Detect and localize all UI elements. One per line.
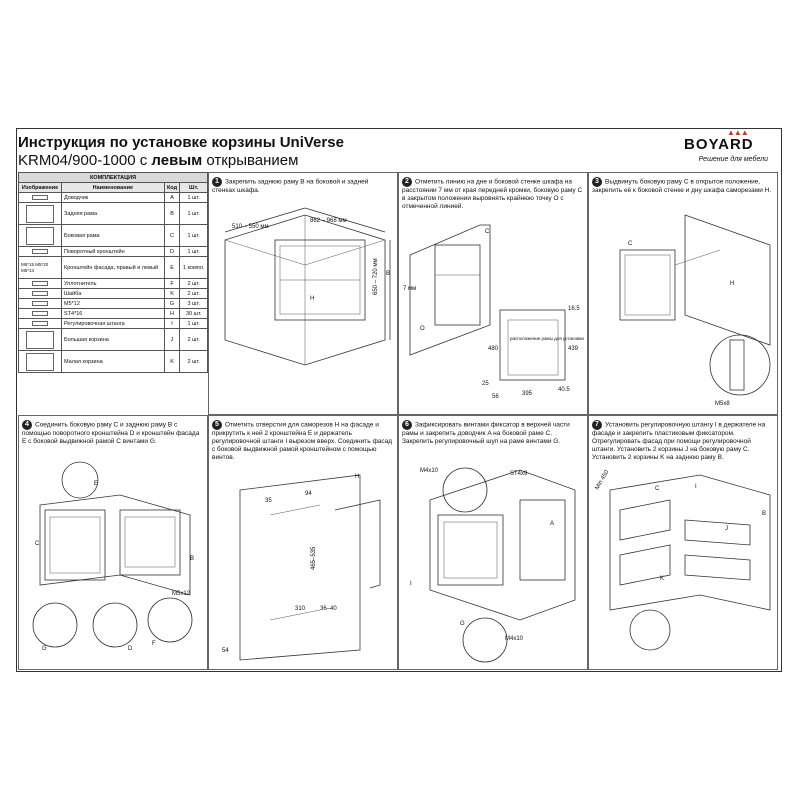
dim-25: 25 [482, 381, 489, 387]
kit-row [19, 309, 208, 319]
kit-row [19, 193, 208, 203]
kit-item-code: K [164, 351, 180, 373]
kit-item-name: ST4*16 [62, 309, 165, 319]
step-7: 7 Установить регулировочную штангу I в держателе на фасаде и закрепить пластиковым фиксатором. Отрегулировать фасад при помощи регулировочной штанги. Установить 2 корзины J на боковую раму C. Установить 2 корзины K на заднюю раму B. [592, 421, 766, 461]
kit-item-code: B [164, 203, 180, 225]
label-j: J [725, 526, 728, 532]
kit-screw-labels: M5*15 M5*20 M5*13 [21, 261, 49, 273]
label-d: D [128, 646, 133, 652]
label-h: H [730, 281, 735, 287]
kit-part-icon [32, 291, 48, 296]
kit-item-name: M5*12 [62, 299, 165, 309]
dim-16-5: 16.5 [568, 306, 580, 312]
kit-part-icon [32, 311, 48, 316]
kit-item-image [19, 319, 62, 329]
kit-item-code: G [164, 299, 180, 309]
baskets-drawing-step-7 [590, 470, 776, 667]
dim-94: 94 [305, 491, 312, 497]
col-code: Код [164, 183, 180, 193]
step-5: 5 Отметить отверстия для саморезов H на фасаде и прикрутить к ней 2 кронштейна E и держатель регулировочной штанги I вырезом вверх. Соединить фасад с боковой выдвижной рамой кронштейном с помощью винтов. [212, 421, 393, 461]
dim-35: 35 [265, 498, 272, 504]
kit-item-code: I [164, 319, 180, 329]
label-g: G [460, 621, 465, 627]
dim-395: 395 [522, 391, 533, 397]
kit-item-name: Малая корзина [62, 351, 165, 373]
kit-item-code: C [164, 225, 180, 247]
dim-439: 439 [568, 346, 579, 352]
dim-56: 56 [492, 394, 499, 400]
step-2: 2 Отметить линию на дне и боковой стенке шкафа на расстоянии 7 мм от края передней кромки, боковую раму C в закрытом положении выровнять крайнюю точку O с отмеченной линией. [402, 178, 583, 210]
kit-item-code: F [164, 279, 180, 289]
dim-480: 480 [488, 346, 499, 352]
frame-note: расположение рамы для установки [510, 336, 584, 341]
kit-item-qty: 1 шт. [180, 247, 208, 257]
kit-part-icon [32, 301, 48, 306]
assembly-drawing-step-4 [20, 455, 206, 667]
kit-item-name: Доводчик [62, 193, 165, 203]
dim-width: 862 – 968 мм [310, 218, 347, 224]
label-b: B [190, 556, 195, 562]
kit-row [19, 279, 208, 289]
cabinet-drawing-step-1 [210, 200, 396, 410]
kit-item-qty: 2 шт. [180, 351, 208, 373]
label-a: A [550, 521, 555, 527]
kit-item-name: Задняя рама [62, 203, 165, 225]
kit-item-image [19, 257, 62, 279]
kit-part-icon [26, 353, 54, 371]
kit-item-name: Регулировочная штанга [62, 319, 165, 329]
dim-54: 54 [222, 648, 229, 654]
col-qty: Шт. [180, 183, 208, 193]
kit-item-qty: 2 шт. [180, 329, 208, 351]
label-m4x10-bottom: M4x10 [505, 636, 524, 642]
step-6: 6 Зафиксировать винтами фиксатор в верхней части рамы и закрепить доводчик A на боковой раме C. Закрепить регулировочный шуп на раме винтами G. [402, 421, 570, 445]
label-e: E [94, 481, 99, 487]
kit-item-code: D [164, 247, 180, 257]
kit-item-name: Поворотный кронштейн [62, 247, 165, 257]
kit-part-icon [32, 321, 48, 326]
dim-min-450: Min 450 [594, 469, 611, 491]
kit-item-name: Большая корзина [62, 329, 165, 351]
step-1: 1 Закрепить заднюю раму B на боковой и задней стенках шкафа. [212, 178, 369, 194]
label-g: G [42, 646, 47, 652]
frame-drawing-step-3 [590, 205, 776, 410]
label-i: I [410, 581, 412, 587]
kit-row [19, 257, 208, 279]
page-title: Инструкция по установке корзины UniVerse [18, 134, 344, 151]
step-4: 4 Соединить боковую раму C и заднюю раму B с помощью поворотного кронштейна D и кронштейн фасада E с боковой выдвижной рамой C винтами G. [22, 421, 200, 445]
dim-depth: 510 – 550 мм [232, 224, 269, 230]
kit-part-icon [26, 331, 54, 349]
kit-item-qty: 2 шт. [180, 279, 208, 289]
kit-item-image [19, 225, 62, 247]
kit-item-image [19, 247, 62, 257]
kit-item-image [19, 309, 62, 319]
dim-height: 650 – 720 мм [373, 258, 379, 295]
kit-part-icon [32, 249, 48, 254]
label-o: O [420, 326, 425, 332]
kit-item-qty: 1 шт. [180, 225, 208, 247]
kit-item-name: Уплотнитель [62, 279, 165, 289]
kit-item-name: Боковая рама [62, 225, 165, 247]
label-f: F [152, 641, 156, 647]
kit-item-qty: 1 шт. [180, 193, 208, 203]
col-image: Изображение [19, 183, 62, 193]
label-c: C [35, 541, 40, 547]
kit-part-icon [26, 227, 54, 245]
kit-row [19, 329, 208, 351]
kit-row [19, 351, 208, 373]
step-3: 3 Выдвинуть боковую раму C в открытое положение, закрепить её к боковой стенке и дну шкафа саморезами H. [592, 178, 772, 194]
kit-item-image [19, 193, 62, 203]
kit-row [19, 289, 208, 299]
label-c: C [628, 241, 633, 247]
kit-item-image [19, 351, 62, 373]
kit-item-qty: 1 шт. [180, 319, 208, 329]
kit-item-qty: 1 компл. [180, 257, 208, 279]
kit-item-code: E [164, 257, 180, 279]
label-st4x9: ST4x9 [510, 471, 528, 477]
model-subtitle: KRM04/900-1000 с левым открыванием [18, 152, 299, 169]
kit-item-image [19, 279, 62, 289]
kit-item-code: K [164, 289, 180, 299]
col-name: Наименование [62, 183, 165, 193]
kit-row [19, 299, 208, 309]
kit-row [19, 247, 208, 257]
kit-table [18, 172, 208, 373]
kit-item-qty: 3 шт. [180, 299, 208, 309]
dim-40-5: 40.5 [558, 387, 570, 393]
dim-36-40: 36–40 [320, 606, 337, 612]
kit-item-image [19, 203, 62, 225]
kit-item-name: Кронштейн фасада, правый и левый [62, 257, 165, 279]
facade-drawing-step-5 [210, 470, 396, 667]
kit-row [19, 203, 208, 225]
kit-item-code: J [164, 329, 180, 351]
frame-drawing-step-2 [400, 215, 586, 410]
brand-logo: ▲▲▲ BOYARD Решение для мебели [684, 128, 768, 163]
crown-icon: ▲▲▲ [727, 128, 748, 137]
dim-465-535: 465–535 [311, 546, 317, 570]
kit-item-image [19, 329, 62, 351]
kit-item-name: Шайба [62, 289, 165, 299]
kit-item-code: H [164, 309, 180, 319]
kit-part-icon [32, 195, 48, 200]
kit-item-image [19, 289, 62, 299]
label-b: B [386, 271, 391, 277]
kit-item-qty: 30 шт. [180, 309, 208, 319]
kit-item-code: A [164, 193, 180, 203]
kit-part-icon [32, 281, 48, 286]
kit-item-qty: 1 шт. [180, 203, 208, 225]
kit-row [19, 319, 208, 329]
label-h: H [355, 474, 360, 480]
kit-item-image [19, 299, 62, 309]
kit-item-qty: 2 шт. [180, 289, 208, 299]
kit-caption: КОМПЛЕКТАЦИЯ [19, 173, 208, 183]
label-c: C [485, 229, 490, 235]
label-m5x8: M5x8 [715, 401, 730, 407]
frame-drawing-step-6 [400, 460, 586, 667]
label-i: I [695, 484, 697, 490]
dim-310: 310 [295, 606, 306, 612]
label-c: C [655, 486, 660, 492]
label-m4x10-top: M4x10 [420, 468, 439, 474]
label-b: B [762, 511, 767, 517]
kit-row [19, 225, 208, 247]
label-m5x12: M5x12 [172, 591, 191, 597]
label-h: H [310, 296, 315, 302]
label-k: K [660, 576, 665, 582]
dim-7mm: 7 мм [403, 286, 417, 292]
kit-part-icon [26, 205, 54, 223]
